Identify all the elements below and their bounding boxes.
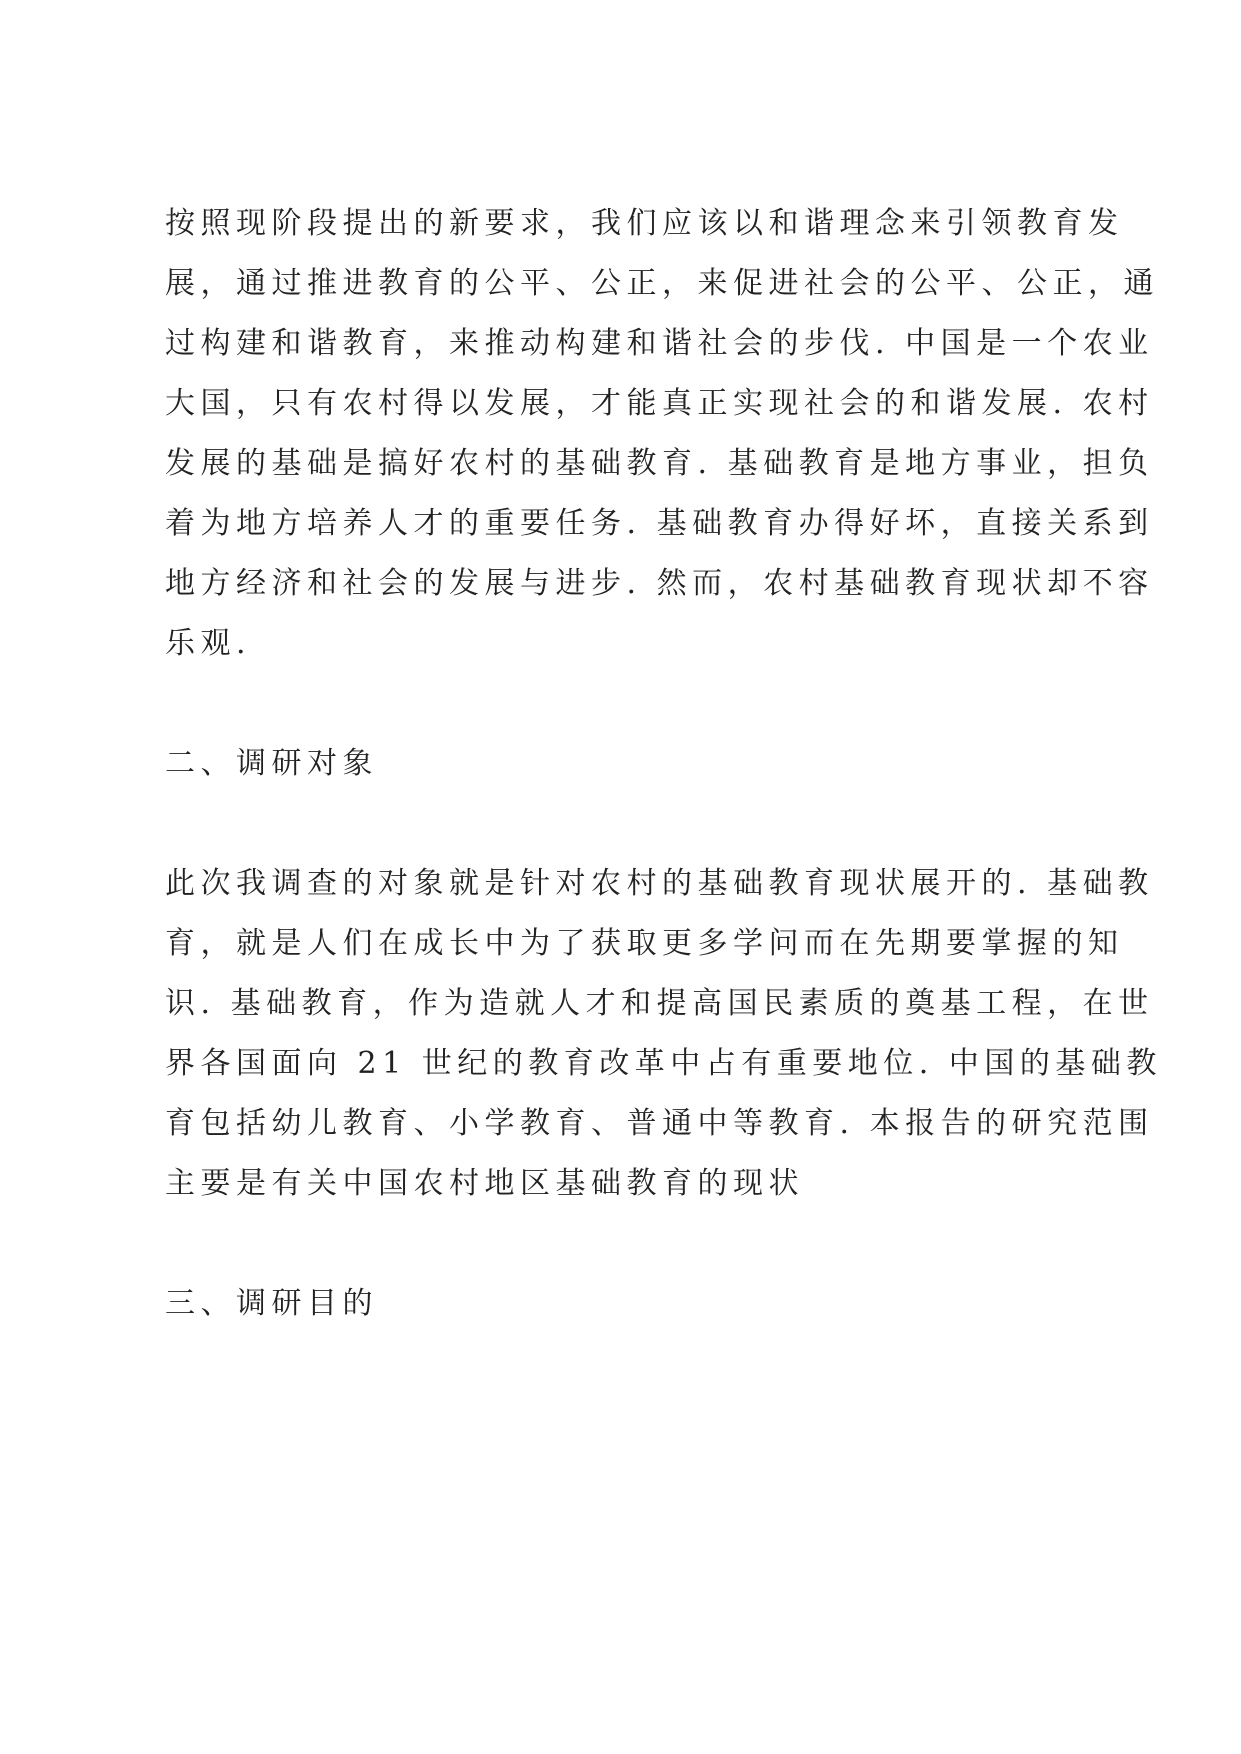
paragraph-line: 展，通过推进教育的公平、公正，来促进社会的公平、公正，通: [165, 266, 1159, 301]
paragraph-line: 识. 基础教育，作为造就人才和提高国民素质的奠基工程，在世: [165, 986, 1154, 1021]
paragraph-line: 按照现阶段提出的新要求，我们应该以和谐理念来引领教育发: [165, 206, 1124, 241]
paragraph-line: 主要是有关中国农村地区基础教育的现状: [165, 1166, 804, 1201]
paragraph-line: 着为地方培养人才的重要任务. 基础教育办得好坏，直接关系到: [165, 506, 1154, 541]
paragraph-line: 地方经济和社会的发展与进步. 然而，农村基础教育现状却不容: [165, 566, 1154, 601]
paragraph-line: 此次我调查的对象就是针对农村的基础教育现状展开的. 基础教: [165, 866, 1154, 901]
section-heading-research-purpose: 三、调研目的: [165, 1286, 378, 1321]
paragraph-line: 发展的基础是搞好农村的基础教育. 基础教育是地方事业，担负: [165, 446, 1154, 481]
paragraph-line: 育包括幼儿教育、小学教育、普通中等教育. 本报告的研究范围: [165, 1106, 1154, 1141]
paragraph-line: 乐观.: [165, 626, 252, 661]
paragraph-line: 育，就是人们在成长中为了获取更多学问而在先期要掌握的知: [165, 926, 1124, 961]
section-heading-research-subject: 二、调研对象: [165, 746, 378, 781]
paragraph-line: 过构建和谐教育，来推动构建和谐社会的步伐. 中国是一个农业: [165, 326, 1154, 361]
paragraph-line: 界各国面向 21 世纪的教育改革中占有重要地位. 中国的基础教: [165, 1046, 1162, 1081]
paragraph-line: 大国，只有农村得以发展，才能真正实现社会的和谐发展. 农村: [165, 386, 1154, 421]
